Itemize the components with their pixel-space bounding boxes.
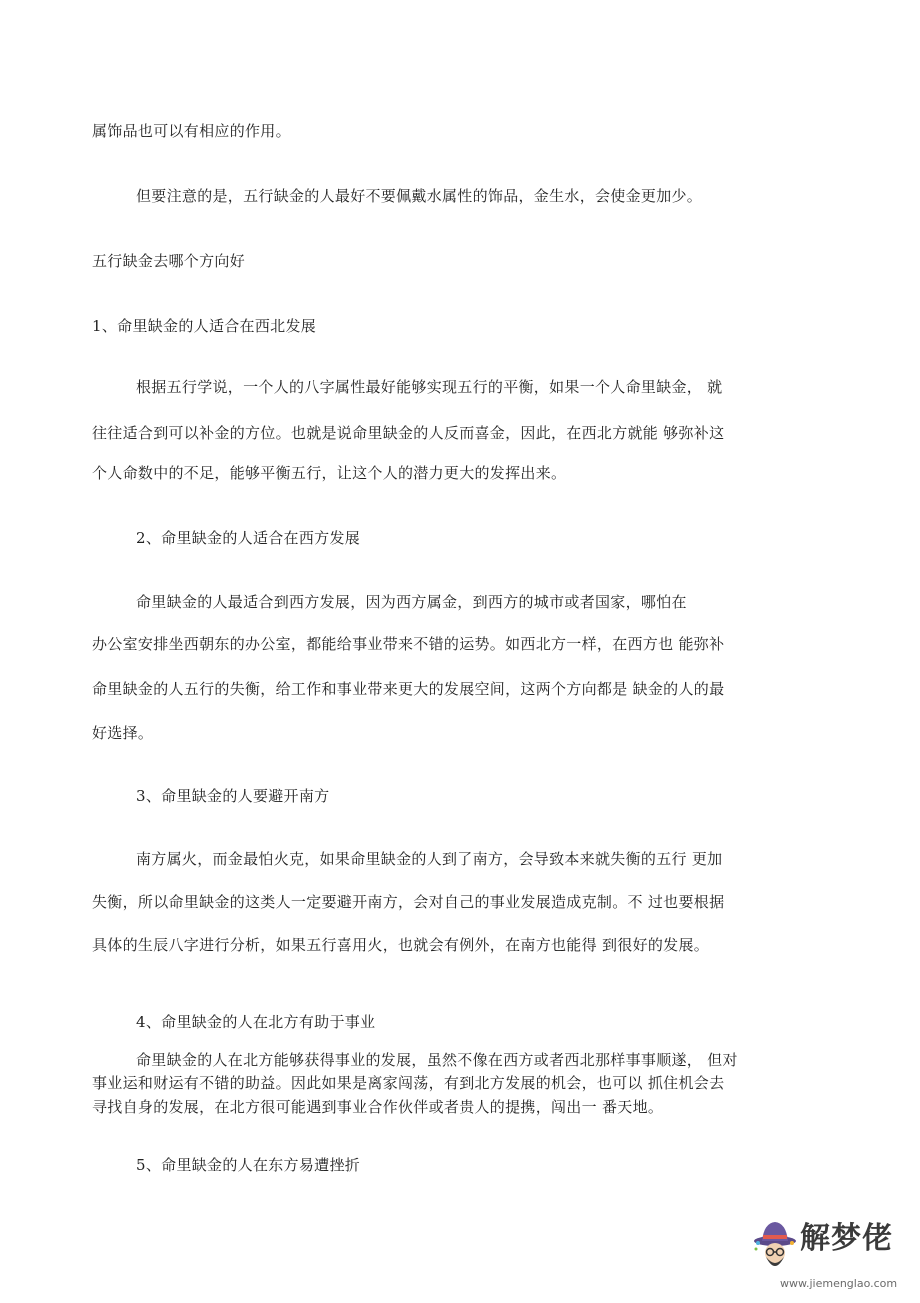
paragraph-line: 根据五行学说，一个人的八字属性最好能够实现五行的平衡，如果一个人命里缺金， 就: [136, 378, 723, 396]
subsection-heading: 1、命里缺金的人适合在西北发展: [92, 317, 317, 335]
paragraph-line: 具体的生辰八字进行分析，如果五行喜用火，也就会有例外，在南方也能得 到很好的发展。: [92, 936, 710, 954]
watermark-title: 解梦佬: [800, 1221, 893, 1256]
fortune-teller-hat-icon: [752, 1219, 798, 1279]
subsection-heading: 3、命里缺金的人要避开南方: [136, 787, 330, 805]
paragraph-line: 事业运和财运有不错的助益。因此如果是离家闯荡，有到北方发展的机会，也可以 抓住机会去: [92, 1074, 725, 1092]
paragraph-line: 办公室安排坐西朝东的办公室，都能给事业带来不错的运势。如西北方一样，在西方也 能弥补: [92, 635, 725, 653]
paragraph-line: 属饰品也可以有相应的作用。: [92, 122, 291, 140]
watermark-url: www.jiemenglao.com: [780, 1277, 898, 1290]
paragraph-line: 失衡，所以命里缺金的这类人一定要避开南方，会对自己的事业发展造成克制。不 过也要根据: [92, 893, 725, 911]
subsection-heading: 4、命里缺金的人在北方有助于事业: [136, 1013, 376, 1031]
paragraph-line: 命里缺金的人五行的失衡，给工作和事业带来更大的发展空间，这两个方向都是 缺金的人的最: [92, 680, 725, 698]
paragraph-line: 个人命数中的不足，能够平衡五行，让这个人的潜力更大的发挥出来。: [92, 464, 567, 482]
paragraph-line: 往往适合到可以补金的方位。也就是说命里缺金的人反而喜金，因此，在西北方就能 够弥补这: [92, 424, 725, 442]
paragraph-line: 命里缺金的人在北方能够获得事业的发展，虽然不像在西方或者西北那样事事顺遂， 但对: [136, 1051, 738, 1069]
paragraph-line: 但要注意的是，五行缺金的人最好不要佩戴水属性的饰品，金生水，会使金更加少。: [136, 187, 703, 205]
section-heading: 五行缺金去哪个方向好: [92, 252, 246, 270]
paragraph-line: 寻找自身的发展，在北方很可能遇到事业合作伙伴或者贵人的提携，闯出一 番天地。: [92, 1098, 664, 1116]
paragraph-line: 命里缺金的人最适合到西方发展，因为西方属金，到西方的城市或者国家，哪怕在: [136, 593, 687, 611]
subsection-heading: 5、命里缺金的人在东方易遭挫折: [136, 1156, 361, 1174]
paragraph-line: 南方属火，而金最怕火克，如果命里缺金的人到了南方，会导致本来就失衡的五行 更加: [136, 850, 723, 868]
subsection-heading: 2、命里缺金的人适合在西方发展: [136, 529, 361, 547]
site-watermark: [752, 1215, 912, 1299]
paragraph-line: 好选择。: [92, 724, 154, 742]
